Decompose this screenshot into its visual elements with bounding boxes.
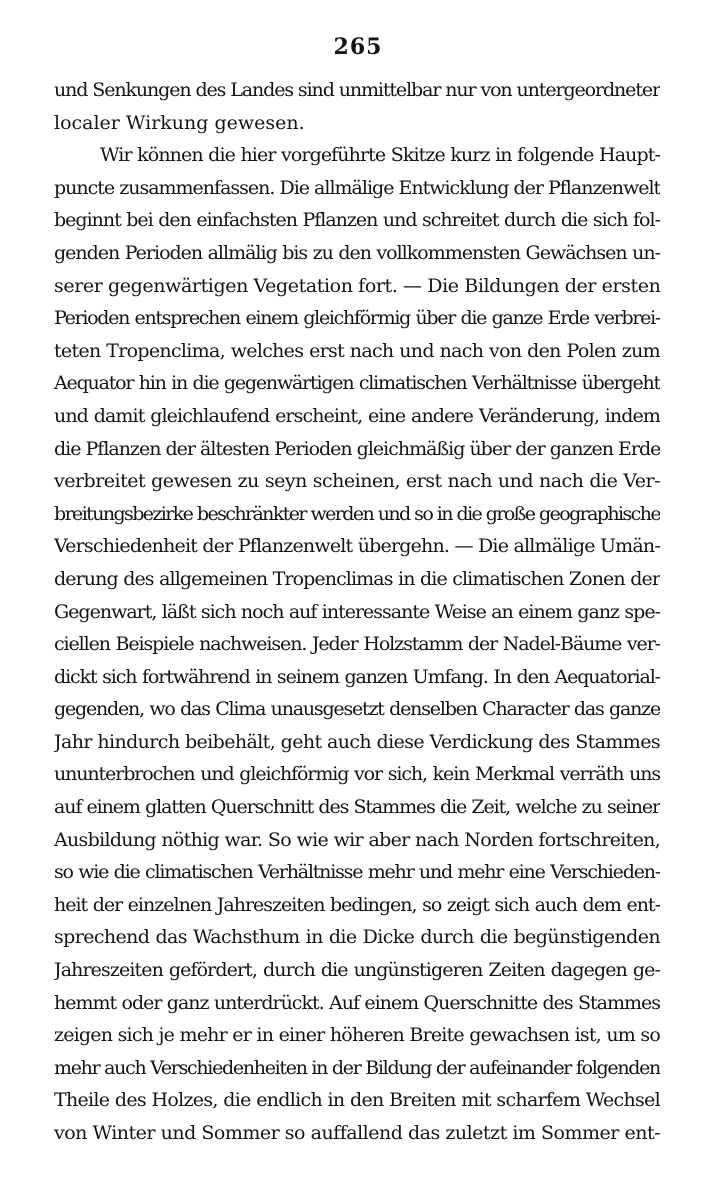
- text-line: Jahreszeiten gefördert, durch die ungünstigeren Zeiten dagegen ge-: [54, 959, 660, 982]
- text-line: serer gegenwärtigen Vegetation fort. — Die Bildungen der ersten: [54, 274, 660, 297]
- text-line: Theile des Holzes, die endlich in den Breiten mit scharfem Wechsel: [54, 1089, 660, 1112]
- text-line: localer Wirkung gewesen.: [54, 111, 305, 134]
- text-line: breitungsbezirke beschränkter werden und so in die große geographische: [54, 502, 660, 525]
- text-line: Ausbildung nöthig war. So wie wir aber nach Norden fortschreiten,: [54, 828, 660, 851]
- text-line: dickt sich fortwährend in seinem ganzen Umfang. In den Aequatorial-: [54, 665, 660, 688]
- text-line: Perioden entsprechen einem gleichförmig über die ganze Erde verbrei-: [54, 307, 660, 330]
- text-line: die Pflanzen der ältesten Perioden gleichmäßig über der ganzen Erde: [54, 437, 660, 460]
- text-line: beginnt bei den einfachsten Pflanzen und schreitet durch die sich fol-: [54, 209, 660, 232]
- text-line: gegenden, wo das Clima unausgesetzt denselben Character das ganze: [54, 698, 660, 721]
- text-line: Aequator hin in die gegenwärtigen climatischen Verhältnisse übergeht: [54, 372, 660, 395]
- text-line: zeigen sich je mehr er in einer höheren Breite gewachsen ist, um so: [54, 1024, 660, 1047]
- text-line: ciellen Beispiele nachweisen. Jeder Holzstamm der Nadel-Bäume ver-: [54, 633, 660, 656]
- text-line: sprechend das Wachsthum in die Dicke durch die begünstigenden: [54, 926, 660, 949]
- text-line: Verschiedenheit der Pflanzenwelt übergehn. — Die allmälige Umän-: [54, 535, 660, 558]
- body-text: [54, 74, 660, 1150]
- text-line: teten Tropenclima, welches erst nach und nach von den Polen zum: [54, 339, 660, 362]
- text-line: mehr auch Verschiedenheiten in der Bildung der aufeinander folgenden: [54, 1056, 660, 1079]
- text-line: Wir können die hier vorgeführte Skitze kurz in folgende Haupt-: [100, 144, 660, 167]
- text-line: puncte zusammenfassen. Die allmälige Entwicklung der Pflanzenwelt: [54, 176, 660, 199]
- text-line: genden Perioden allmälig bis zu den vollkommensten Gewächsen un-: [54, 241, 660, 264]
- page-number: 265: [333, 34, 383, 60]
- text-line: und Senkungen des Landes sind unmittelbar nur von untergeordneter: [54, 79, 660, 101]
- text-line: heit der einzelnen Jahreszeiten bedingen, so zeigt sich auch dem ent-: [54, 893, 660, 916]
- text-line: Jahr hindurch beibehält, geht auch diese Verdickung des Stammes: [54, 730, 660, 753]
- text-line: auf einem glatten Querschnitt des Stammes die Zeit, welche zu seiner: [54, 796, 660, 819]
- text-line: hemmt oder ganz unterdrückt. Auf einem Querschnitte des Stammes: [54, 991, 660, 1014]
- text-line: verbreitet gewesen zu seyn scheinen, erst nach und nach die Ver-: [54, 470, 660, 493]
- text-line: ununterbrochen und gleichförmig vor sich, kein Merkmal verräth uns: [54, 763, 660, 786]
- text-line: Gegenwart, läßt sich noch auf interessante Weise an einem ganz spe-: [54, 600, 660, 623]
- text-line: von Winter und Sommer so auffallend das zuletzt im Sommer ent-: [54, 1122, 660, 1144]
- text-line: derung des allgemeinen Tropenclimas in die climatischen Zonen der: [54, 567, 660, 590]
- text-line: und damit gleichlaufend erscheint, eine andere Veränderung, indem: [54, 404, 660, 427]
- text-line: so wie die climatischen Verhältnisse mehr und mehr eine Verschieden-: [54, 861, 660, 884]
